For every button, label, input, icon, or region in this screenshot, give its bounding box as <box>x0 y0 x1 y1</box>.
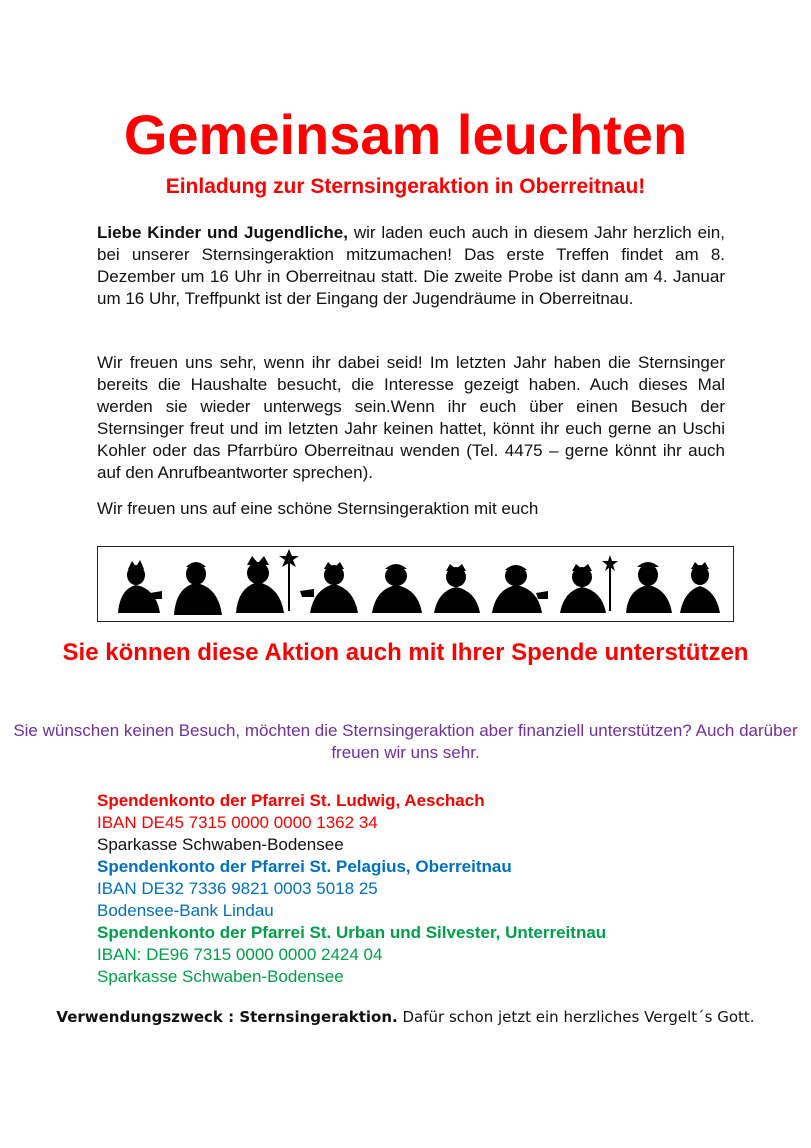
star-singers-silhouettes-image <box>98 547 733 621</box>
page-subtitle: Einladung zur Sternsingeraktion in Oberreitnau! <box>165 175 646 198</box>
star-singers-banner <box>97 546 734 622</box>
account-iban: IBAN DE45 7315 0000 0000 1362 34 <box>97 813 378 832</box>
intro-paragraph-2: Wir freuen uns sehr, wenn ihr dabei seid! Im letzten Jahr haben die Sternsinger bereits die Haushalte besucht, die Interesse gezeigt haben. Auch dieses Mal werden sie wieder unterwegs sein.Wenn ihr euch über einen Besuch der Sternsinger freut und im letzten Jahr keinen hattet, könnt ihr euch gerne an Uschi Kohler oder das Pfarrbüro Oberreitnau wenden (Tel. 4475 – gerne könnt ihr auch auf den Anrufbeantworter sprechen). <box>97 353 725 482</box>
intro-text-1: wir laden euch auch in diesem Jahr herzlich ein, bei unserer Sternsingeraktion mitzumachen! Das erste Treffen findet am 8. Dezember um 16 Uhr in Oberreitnau statt. Die zweite Probe ist dann am 4. Januar um 16 Uhr, Treffpunkt ist der Eingang der Jugendräume in Oberreitnau. <box>97 223 725 308</box>
account-bank: Sparkasse Schwaben-Bodensee <box>97 835 344 854</box>
account-title: Spendenkonto der Pfarrei St. Urban und Silvester, Unterreitnau <box>97 923 607 942</box>
donation-note: Sie wünschen keinen Besuch, möchten die Sternsingeraktion aber finanziell unterstützen? Auch darüber freuen wir uns sehr. <box>13 721 798 762</box>
account-bank: Sparkasse Schwaben-Bodensee <box>97 967 344 986</box>
page-title: Gemeinsam leuchten <box>123 103 688 166</box>
account-iban: IBAN DE32 7336 9821 0003 5018 25 <box>97 879 378 898</box>
thanks-text: Dafür schon jetzt ein herzliches Vergelt´s Gott. <box>402 1008 755 1026</box>
donation-heading: Sie können diese Aktion auch mit Ihrer Spende unterstützen <box>62 639 749 666</box>
intro-paragraph-3: Wir freuen uns auf eine schöne Sternsingeraktion mit euch <box>97 499 539 518</box>
closing-note <box>0 1006 811 1028</box>
account-title: Spendenkonto der Pfarrei St. Ludwig, Aeschach <box>97 791 485 810</box>
purpose-label: Verwendungszweck : Sternsingeraktion. <box>56 1008 398 1026</box>
account-bank: Bodensee-Bank Lindau <box>97 901 274 920</box>
account-title: Spendenkonto der Pfarrei St. Pelagius, Oberreitnau <box>97 857 512 876</box>
donation-accounts <box>97 790 747 988</box>
greeting: Liebe Kinder und Jugendliche, <box>97 223 348 242</box>
account-iban: IBAN: DE96 7315 0000 0000 2424 04 <box>97 945 383 964</box>
intro-paragraph-1 <box>97 222 725 310</box>
